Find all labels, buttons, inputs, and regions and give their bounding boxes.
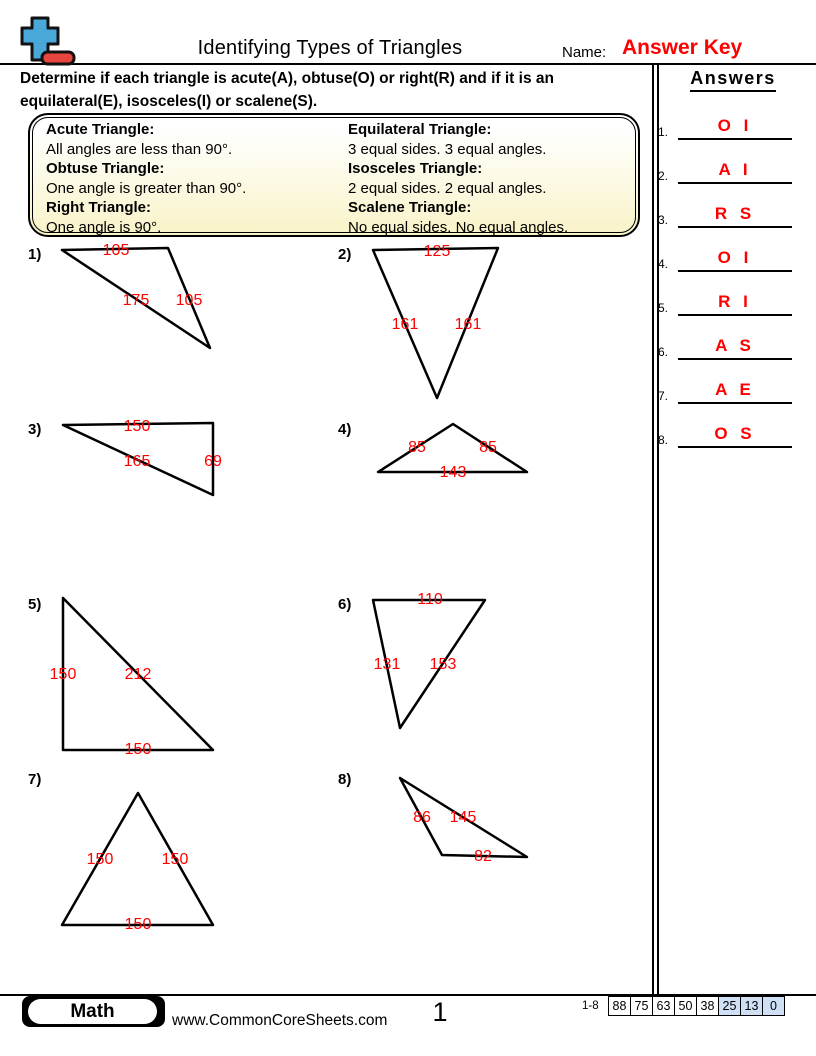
score-cell: 88 <box>609 997 631 1016</box>
definition-term: Obtuse Triangle: <box>46 160 165 177</box>
answer-value: R S <box>714 204 756 223</box>
answer-row-1 <box>653 110 816 140</box>
definitions-left-column <box>46 120 348 235</box>
answer-blank-line <box>678 402 792 404</box>
answers-heading-text: Answers <box>690 68 776 92</box>
problem-number-5: 5) <box>28 596 42 613</box>
answer-value: O S <box>714 424 756 443</box>
angle-label: 125 <box>423 243 451 260</box>
answer-key-label: Answer Key <box>622 36 743 59</box>
answer-row-3 <box>653 198 816 228</box>
answer-number: 4. <box>658 257 669 271</box>
answer-value: A E <box>715 380 755 399</box>
answer-number: 5. <box>658 301 669 315</box>
problem-number-4: 4) <box>338 421 352 438</box>
answer-value: A I <box>718 160 752 179</box>
angle-label: 69 <box>204 453 222 470</box>
answer-row-5 <box>653 286 816 316</box>
triangle-figure-7 <box>55 785 225 935</box>
score-cell: 63 <box>653 997 675 1016</box>
answer-row-4 <box>653 242 816 272</box>
definition-text: One angle is greater than 90°. <box>46 179 247 197</box>
page-number: 1 <box>432 997 448 1027</box>
definition-text: All angles are less than 90°. <box>46 140 233 158</box>
worksheet-title: Identifying Types of Triangles <box>197 37 463 59</box>
score-cell: 25 <box>719 997 741 1016</box>
angle-label: 212 <box>124 666 152 683</box>
answer-blank-line <box>678 226 792 228</box>
answer-number: 3. <box>658 213 669 227</box>
definitions-box <box>28 113 640 237</box>
problem-number-8: 8) <box>338 771 352 788</box>
answer-blank-line <box>678 138 792 140</box>
answer-number: 1. <box>658 125 669 139</box>
score-cell: 50 <box>675 997 697 1016</box>
instructions-line-2: equilateral(E), isosceles(I) or scalene(S). <box>20 93 318 110</box>
score-cell: 0 <box>763 997 785 1016</box>
problem-number-1: 1) <box>28 246 42 263</box>
problem-number-2: 2) <box>338 246 352 263</box>
answer-value: A S <box>715 336 755 355</box>
angle-label: 105 <box>102 242 130 259</box>
answer-value: O I <box>717 116 753 135</box>
angle-label: 150 <box>123 418 151 435</box>
definition-term: Isosceles Triangle: <box>348 160 483 177</box>
problem-number-6: 6) <box>338 596 352 613</box>
answer-row-6 <box>653 330 816 360</box>
header-divider <box>0 63 816 65</box>
angle-label: 150 <box>86 851 114 868</box>
commoncoresheets-logo <box>20 16 76 66</box>
subject-badge-label: Math <box>28 999 157 1024</box>
angle-label: 150 <box>124 741 152 758</box>
definition-term: Acute Triangle: <box>46 121 155 138</box>
answer-row-7 <box>653 374 816 404</box>
angle-label: 150 <box>124 916 152 933</box>
answer-row-8 <box>653 418 816 448</box>
answer-number: 8. <box>658 433 669 447</box>
instructions-text <box>20 67 645 113</box>
subject-badge <box>22 996 165 1027</box>
instructions-line-1: Determine if each triangle is acute(A), obtuse(O) or right(R) and if it is an <box>20 70 554 87</box>
angle-label: 161 <box>454 316 482 333</box>
angle-label: 85 <box>479 439 497 456</box>
score-cell: 13 <box>741 997 763 1016</box>
definition-text: No equal sides. No equal angles. <box>348 218 569 236</box>
minus-icon <box>42 52 74 64</box>
answer-number: 6. <box>658 345 669 359</box>
score-range-label: 1-8 <box>582 1000 599 1012</box>
answer-blank-line <box>678 314 792 316</box>
definition-term: Right Triangle: <box>46 199 151 216</box>
answer-blank-line <box>678 270 792 272</box>
angle-label: 85 <box>408 439 426 456</box>
answer-row-2 <box>653 154 816 184</box>
angle-label: 145 <box>449 809 477 826</box>
angle-label: 150 <box>161 851 189 868</box>
answer-number: 7. <box>658 389 669 403</box>
angle-label: 86 <box>413 809 431 826</box>
score-table <box>608 996 785 1016</box>
angle-label: 175 <box>122 292 150 309</box>
definition-text: 3 equal sides. 3 equal angles. <box>348 140 547 158</box>
angle-label: 165 <box>123 453 151 470</box>
answer-blank-line <box>678 358 792 360</box>
answer-number: 2. <box>658 169 669 183</box>
problem-number-3: 3) <box>28 421 42 438</box>
angle-label: 82 <box>474 848 492 865</box>
angle-label: 143 <box>439 464 467 481</box>
definition-text: One angle is 90°. <box>46 218 162 236</box>
name-label: Name: <box>562 44 607 61</box>
answers-heading <box>653 68 813 92</box>
definitions-right-column <box>348 120 568 235</box>
answer-blank-line <box>678 446 792 448</box>
answer-value: R I <box>718 292 752 311</box>
problem-number-7: 7) <box>28 771 42 788</box>
answer-blank-line <box>678 182 792 184</box>
definition-text: 2 equal sides. 2 equal angles. <box>348 179 547 197</box>
definition-term: Equilateral Triangle: <box>348 121 492 138</box>
answer-value: O I <box>717 248 753 267</box>
angle-label: 150 <box>49 666 77 683</box>
angle-label: 131 <box>373 656 401 673</box>
angle-label: 105 <box>175 292 203 309</box>
score-cell: 75 <box>631 997 653 1016</box>
triangle-figure-2 <box>365 240 510 408</box>
definition-term: Scalene Triangle: <box>348 199 472 216</box>
angle-label: 161 <box>391 316 419 333</box>
score-cell: 38 <box>697 997 719 1016</box>
score-row <box>609 997 785 1016</box>
angle-label: 153 <box>429 656 457 673</box>
angle-label: 110 <box>417 591 443 608</box>
website-url: www.CommonCoreSheets.com <box>172 1012 388 1029</box>
